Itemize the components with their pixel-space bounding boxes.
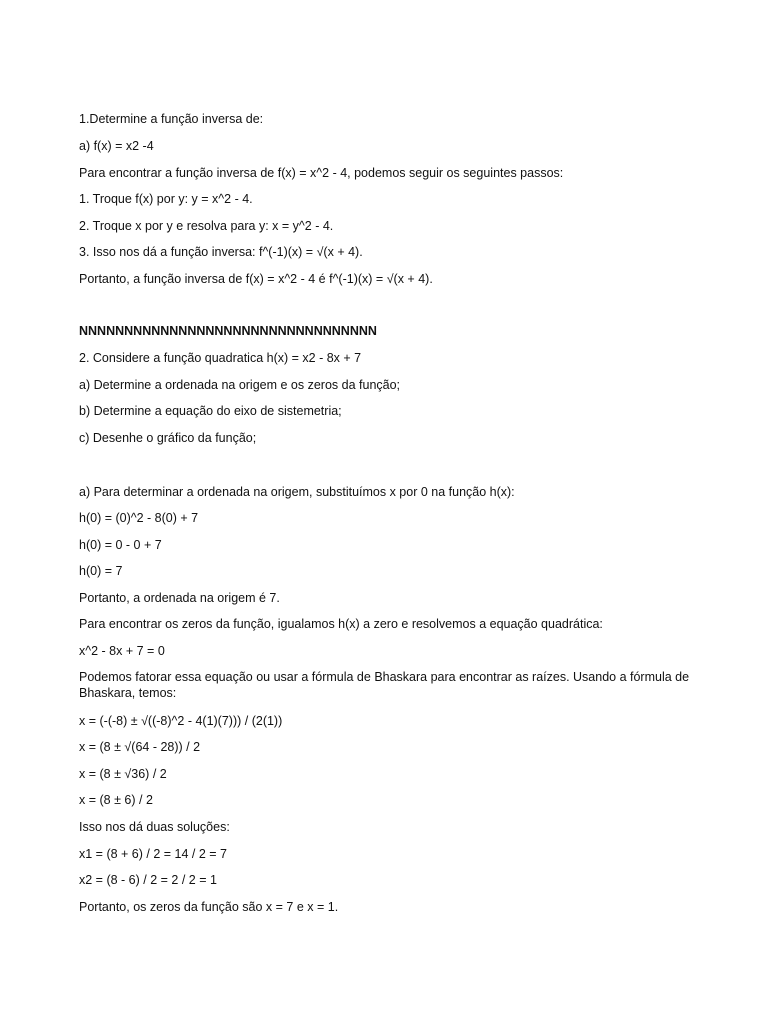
- question-2-item-a: a) Determine a ordenada na origem e os zeros da função;: [79, 378, 401, 392]
- text-line: Para encontrar os zeros da função, igualamos h(x) a zero e resolvemos a equação quadrática:: [79, 617, 603, 631]
- text-line: Isso nos dá duas soluções:: [79, 820, 230, 834]
- question-2-item-c: c) Desenhe o gráfico da função;: [79, 431, 257, 445]
- answer-a-intro: a) Para determinar a ordenada na origem, substituímos x por 0 na função h(x):: [79, 485, 515, 499]
- separator-line: NNNNNNNNNNNNNNNNNNNNNNNNNNNNNNNNN: [79, 324, 377, 338]
- text-line: Para encontrar a função inversa de f(x) = x^2 - 4, podemos seguir os seguintes passos:: [79, 166, 564, 180]
- step-2: 2. Troque x por y e resolva para y: x = y^2 - 4.: [79, 219, 334, 233]
- equation-line: x = (8 ± 6) / 2: [79, 793, 153, 807]
- equation-line: x1 = (8 + 6) / 2 = 14 / 2 = 7: [79, 847, 228, 861]
- equation-line: x = (-(-8) ± √((-8)^2 - 4(1)(7))) / (2(1)): [79, 714, 283, 728]
- step-1: 1. Troque f(x) por y: y = x^2 - 4.: [79, 192, 253, 206]
- question-1-item-a: a) f(x) = x2 -4: [79, 139, 154, 153]
- question-1-title: 1.Determine a função inversa de:: [79, 112, 264, 126]
- equation-line: x = (8 ± √36) / 2: [79, 767, 167, 781]
- question-2-title: 2. Considere a função quadratica h(x) = x2 - 8x + 7: [79, 351, 362, 365]
- equation-line: h(0) = (0)^2 - 8(0) + 7: [79, 511, 199, 525]
- conclusion-2: Portanto, os zeros da função são x = 7 e x = 1.: [79, 900, 339, 914]
- text-line: Portanto, a ordenada na origem é 7.: [79, 591, 280, 605]
- equation-line: x = (8 ± √(64 - 28)) / 2: [79, 740, 201, 754]
- step-3: 3. Isso nos dá a função inversa: f^(-1)(x) = √(x + 4).: [79, 245, 363, 259]
- equation-line: h(0) = 7: [79, 564, 123, 578]
- conclusion-1: Portanto, a função inversa de f(x) = x^2 - 4 é f^(-1)(x) = √(x + 4).: [79, 272, 433, 286]
- question-2-item-b: b) Determine a equação do eixo de sistemetria;: [79, 404, 342, 418]
- equation-line: x^2 - 8x + 7 = 0: [79, 644, 165, 658]
- equation-line: h(0) = 0 - 0 + 7: [79, 538, 162, 552]
- equation-line: x2 = (8 - 6) / 2 = 2 / 2 = 1: [79, 873, 217, 887]
- text-paragraph: Podemos fatorar essa equação ou usar a fórmula de Bhaskara para encontrar as raízes. Usando a fórmula de Bhaskara, temos:: [79, 670, 690, 700]
